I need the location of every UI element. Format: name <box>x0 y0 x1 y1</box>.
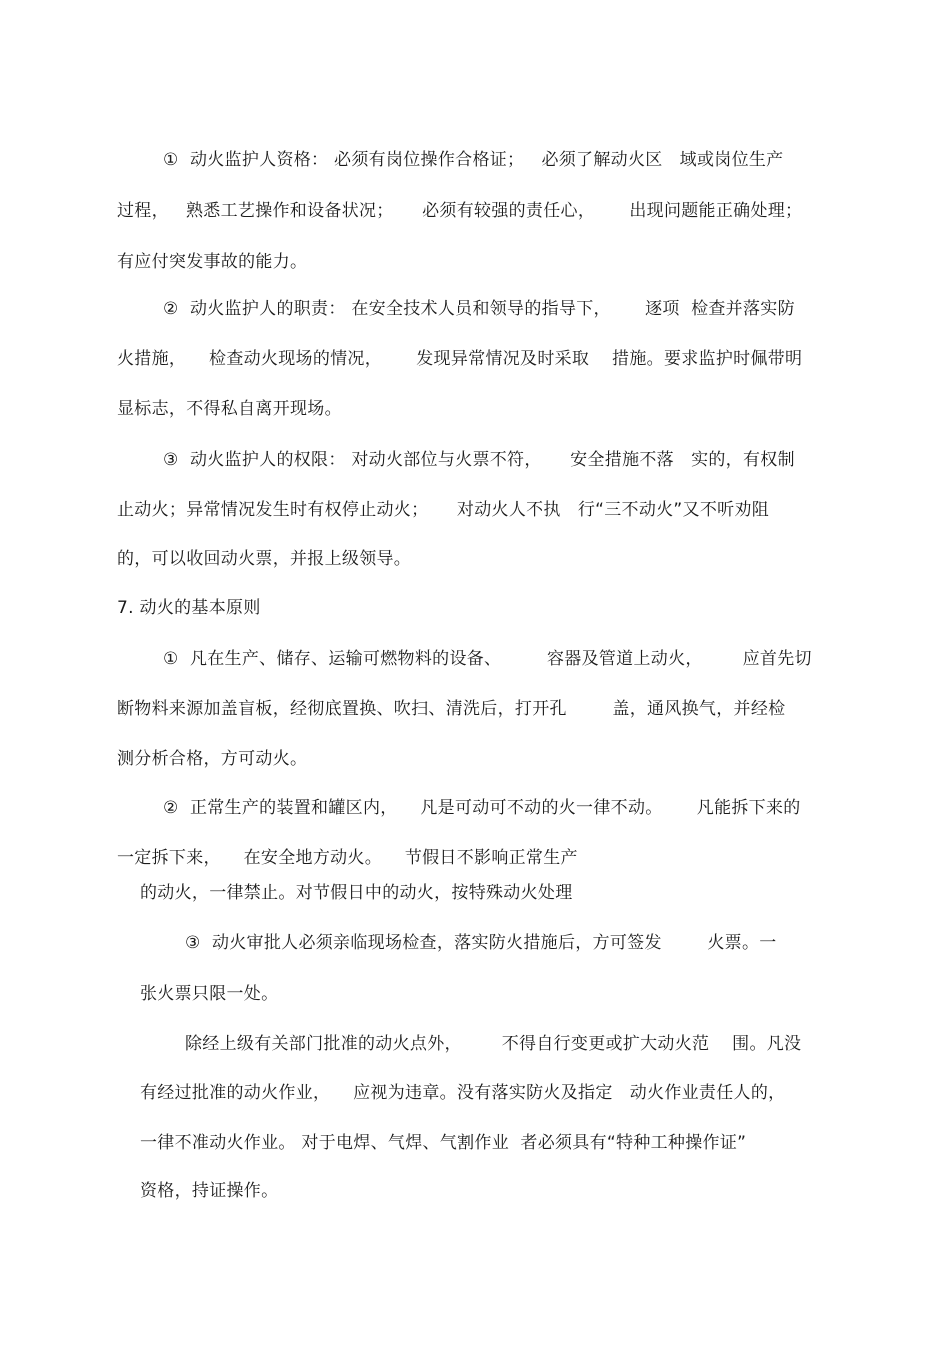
text-line-11: ① 凡在生产、储存、运输可燃物料的设备、 容器及管道上动火， 应首先切 <box>163 649 812 669</box>
text-line-22: 资格，持证操作。 <box>140 1181 279 1201</box>
text-line-13: 测分析合格，方可动火。 <box>117 749 308 769</box>
text-line-4: ② 动火监护人的职责： 在安全技术人员和领导的指导下， 逐项 检查并落实防 <box>163 299 795 319</box>
text-line-16: 的动火，一律禁止。对节假日中的动火，按特殊动火处理 <box>140 883 573 903</box>
text-line-12: 断物料来源加盖盲板，经彻底置换、吹扫、清洗后，打开孔 盖，通风换气，并经检 <box>117 699 786 719</box>
text-line-3: 有应付突发事故的能力。 <box>117 252 308 272</box>
text-line-19: 除经上级有关部门批准的动火点外， 不得自行变更或扩大动火范 围。凡没 <box>185 1034 802 1054</box>
text-line-9: 的，可以收回动火票，并报上级领导。 <box>117 549 412 569</box>
text-line-21: 一律不准动火作业。 对于电焊、气焊、气割作业 者必须具有“特种工种操作证” <box>140 1133 747 1153</box>
section-heading: 7. 动火的基本原则 <box>117 598 261 618</box>
text-line-8: 止动火；异常情况发生时有权停止动火； 对动火人不执 行“三不动火”又不听劝阻 <box>117 500 770 520</box>
text-line-5: 火措施， 检查动火现场的情况， 发现异常情况及时采取 措施。要求监护时佩带明 <box>117 349 803 369</box>
text-line-1: ① 动火监护人资格： 必须有岗位操作合格证； 必须了解动火区 域或岗位生产 <box>163 150 784 170</box>
text-line-17: ③ 动火审批人必须亲临现场检查，落实防火措施后，方可签发 火票。一 <box>185 933 777 953</box>
text-line-14: ② 正常生产的装置和罐区内， 凡是可动可不动的火一律不动。 凡能拆下来的 <box>163 798 801 818</box>
text-line-7: ③ 动火监护人的权限： 对动火部位与火票不符， 安全措施不落 实的，有权制 <box>163 450 795 470</box>
text-line-18: 张火票只限一处。 <box>140 984 279 1004</box>
text-line-15: 一定拆下来， 在安全地方动火。 节假日不影响正常生产 <box>117 848 578 868</box>
text-line-2: 过程， 熟悉工艺操作和设备状况； 必须有较强的责任心， 出现问题能正确处理； <box>117 201 803 221</box>
text-line-6: 显标志，不得私自离开现场。 <box>117 399 342 419</box>
text-line-20: 有经过批准的动火作业， 应视为违章。没有落实防火及指定 动火作业责任人的， <box>140 1083 786 1103</box>
